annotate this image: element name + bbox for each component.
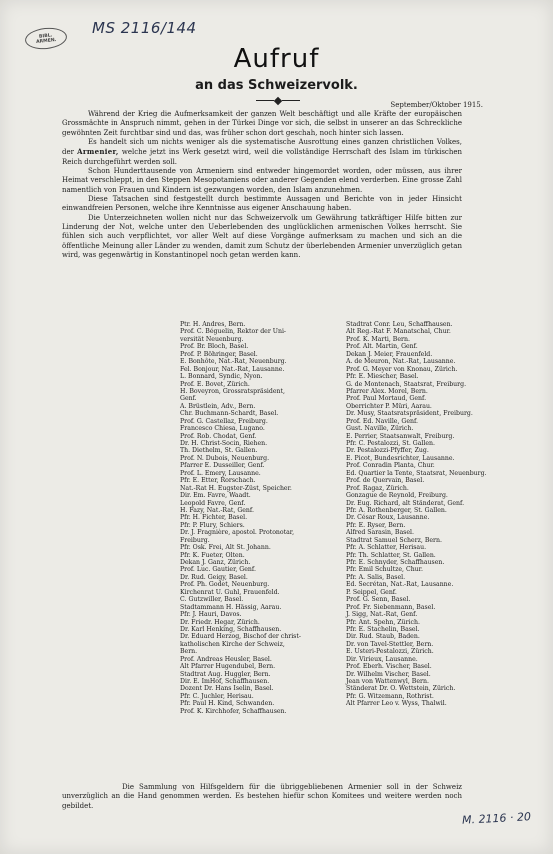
signatory-entry: Dr. Karl Henking, Schaffhausen. <box>180 625 282 633</box>
signatory-entry: E. Picot, Bundesrichter, Lausanne. <box>346 454 455 462</box>
signatory-entry: Prof. Rob. Chodat, Genf. <box>180 432 257 440</box>
signatory-entry: Dir. Em. Favre, Waadt. <box>180 492 251 500</box>
signatory-entry: Dr. Pestalozzi-Pfyffer, Zug. <box>346 447 429 455</box>
signatory-entry: Dr. César Roux, Lausanne. <box>346 514 430 522</box>
signatory-entry: Pfr. E. Schnyder, Schaffhausen. <box>346 559 445 566</box>
signatory-entry: Dr. Eug. Richard, alt Ständerat, Genf. <box>346 499 465 507</box>
appeal-body <box>62 110 462 261</box>
signatory-entry: Pfarrer Alex. Morel, Bern. <box>346 387 428 395</box>
signatory-entry: Prof. E. Bovet, Zürich. <box>180 380 250 388</box>
signatory-entry: P. Seippel, Genf. <box>346 588 397 596</box>
signatory-entry: Dr. Musy, Staatsratspräsident, Freiburg. <box>346 410 473 418</box>
signatory-entry: Dir. Virieux, Lausanne. <box>346 655 418 663</box>
signatory-entry: Gonzague de Reynold, Freiburg. <box>346 492 448 500</box>
signatory-entry: Ptr. H. Andres, Bern. <box>180 321 246 328</box>
signatory-entry: Pfr. Paul H. Kind, Schwanden. <box>180 700 275 708</box>
signatory-entry: Pfr. P. Flury, Schiers. <box>180 521 245 529</box>
signatory-entry: Pfr. C. Juchler, Herisau. <box>180 692 254 700</box>
signatory-entry: Pfr. C. Pestalozzi, St. Gallen. <box>346 440 436 447</box>
signatory-entry: Ed. Quartier la Tente, Staatsrat, Neuenburg. <box>346 469 487 477</box>
signatory-entry: L. Bonnard, Syndic, Nyon. <box>180 373 263 381</box>
signatory-entry: Prof. G. Senn, Basel. <box>346 596 411 604</box>
paragraph-4: Diese Tatsachen sind festgestellt durch bestimmte Aussagen und Berichte von in jeder Hinsicht einwandfreien Personen, welche ihre Kenntnisse aus eigener Anschauung haben. <box>62 195 462 213</box>
page-title: Aufruf <box>233 44 320 74</box>
signatory-entry: C. Gutzwiller, Basel. <box>180 596 244 604</box>
closing-paragraph: Die Sammlung von Hilfsgeldern für die übriggebliebenen Armenier soll in der Schweiz unverzüglich an die Hand genommen werden. Es bestehen hiefür schon Komitees und weitere werden noch gebildet. <box>62 783 462 810</box>
signatory-entry: Pfr. A. Rothenberger, St. Gallen. <box>346 506 447 514</box>
signatory-entry: H. Fazy, Nat.-Rat, Genf. <box>180 506 254 514</box>
signatory-entry: versität Neuenburg. <box>180 335 244 343</box>
signatory-entry: Chr. Buchmann-Schardt, Basel. <box>180 410 279 418</box>
signatory-entry: Dr. H. Christ-Socin, Riehen. <box>180 440 268 447</box>
closing-note <box>62 783 462 811</box>
signatory-entry: Prof. L. Emery, Lausanne. <box>180 469 261 477</box>
signatory-entry: Alfred Sarasin, Basel. <box>346 529 414 537</box>
signatory-entry: Freiburg. <box>180 536 210 544</box>
paragraph-1: Während der Krieg die Aufmerksamkeit der ganzen Welt beschäftigt und alle Kräfte der europäischen Grossmächte in Anspruch nimmt, gehen in der Türkei Dinge vor sich, die selbst in unserer an das Schreckliche gewöhnten Zeit furchtbar sind und das, was früher schon dort geschah, noch hinter sich lassen. <box>62 110 462 137</box>
signatory-entry: Jean von Wattenwyl, Bern. <box>346 678 429 685</box>
signatory-entry: Prof. Paul Mortaud, Genf. <box>346 395 427 403</box>
signatory-entry: Prof. C. Béguelin, Rektor der Uni- <box>180 328 287 336</box>
signatory-entry: Dir. Rud. Staub, Baden. <box>346 633 420 641</box>
signatory-entry: Prof. Ed. Naville, Genf. <box>346 417 419 425</box>
signatory-entry: Dozent Dr. Hans Iselin, Basel. <box>180 685 274 693</box>
signatory-entry: Dr. Eduard Herzog, Bischof der christ- <box>180 633 301 641</box>
signatory-entry: Pfr. E. Ryser, Bern. <box>346 521 406 529</box>
signatory-entry: Pfr. Ant. Spehn, Zürich. <box>346 618 420 626</box>
document-date: September/Oktober 1915. <box>390 101 483 109</box>
signatory-entry: Pfr. H. Fichter, Basel. <box>180 514 248 522</box>
signatory-entry: Prof. Eberh. Vischer, Basel. <box>346 663 432 671</box>
signatory-entry: Pfr. J. Hauri, Davos. <box>180 611 242 619</box>
signatory-entry: Gust. Naville, Zürich. <box>346 425 414 433</box>
signatory-entry: Pfr. A. Salis, Basel. <box>346 573 406 581</box>
signatory-entry: Pfr. E. Stachelin, Basel. <box>346 625 420 633</box>
signatory-entry: Dr. Rud. Geigy, Basel. <box>180 573 248 581</box>
signatory-entry: Pfr. K. Fueter, Olten. <box>180 551 245 559</box>
page-subtitle: an das Schweizervolk. <box>195 78 358 93</box>
signatory-entry: Pfr. Osk. Frei, Alt St. Johann. <box>180 544 271 552</box>
signatory-entry: Dr. J. Fragnière, apostol. Protonotar, <box>180 529 295 537</box>
signatory-entry: Dr. Friedr. Hegar, Zürich. <box>180 618 260 626</box>
signatory-entry: Dir. E. ImHof, Schaffhausen. <box>180 678 270 685</box>
signatory-entry: Ed. Secrétan, Nat.-Rat, Lausanne. <box>346 581 454 589</box>
signatory-entry: Prof. de Quervain, Basel. <box>346 477 425 485</box>
signatory-entry: Prof. Br. Bloch, Basel. <box>180 343 249 351</box>
signatory-entry: Dr. Wilhelm Vischer, Basel. <box>346 670 431 678</box>
signatory-entry: Prof. Ph. Godet, Neuenburg. <box>180 581 270 589</box>
signatory-entry: Francesco Chiesa, Lugano. <box>180 425 265 433</box>
signatories-right-column <box>346 321 487 708</box>
signatory-entry: Prof. P. Böhringer, Basel. <box>180 350 258 358</box>
signatory-entry: Prof. Andreas Heusler, Basel. <box>180 655 272 663</box>
signatory-entry: Pfr. A. Schlatter, Herisau. <box>346 544 427 552</box>
signatory-entry: Prof. K. Marti, Bern. <box>346 335 410 343</box>
signatory-entry: Fel. Bonjour, Nat.-Rat, Lausanne. <box>180 365 285 373</box>
signatory-entry: G. de Montenach, Staatsrat, Freiburg. <box>346 380 467 388</box>
signatory-entry: Prof. K. Kirchhofer, Schaffhausen. <box>180 707 287 715</box>
signatory-entry: Nat.-Rat H. Eugster-Züst, Speicher. <box>180 484 292 492</box>
signatory-entry: Alt Reg.-Rat F. Manatschal, Chur. <box>346 328 451 336</box>
paragraph-2: Es handelt sich um nichts weniger als die systematische Ausrottung eines ganzen christlichen Volkes, der Armenier, welche jetzt ins Werk gesetzt wird, weil die vollständige Herrschaft des Islam im türkischen Reich durchgeführt werden soll. <box>62 138 462 166</box>
signatory-entry: Prof. G. Castellaz, Freiburg. <box>180 417 268 425</box>
signatory-entry: Bern. <box>180 648 198 656</box>
stamp-line-2: ARMEN. <box>35 37 57 45</box>
signatory-entry: Prof. Alt. Martin, Genf. <box>346 343 418 351</box>
signatory-entry: Kirchenrat U. Guhl, Frauenfeld. <box>180 588 280 596</box>
signatory-entry: Stadtrat Samuel Scherz, Bern. <box>346 536 442 544</box>
signatory-entry: Prof. Fr. Siebenmann, Basel. <box>346 603 436 611</box>
signatory-entry: Oberrichter P. Müri, Aarau. <box>346 402 432 410</box>
signatories-left-column <box>180 321 301 715</box>
signatory-entry: Prof. Luc. Gautier, Genf. <box>180 566 256 574</box>
signatory-entry: Alt Pfarrer Hugendubel, Bern. <box>180 663 276 671</box>
signatory-entry: katholischen Kirche der Schweiz, <box>180 640 285 648</box>
title-ornament <box>256 99 300 102</box>
paragraph-5: Die Unterzeichneten wollen nicht nur das Schweizervolk um Gewährung tatkräftiger Hilfe bitten zur Linderung der Not, welche unter den Ueberlebenden des unglücklichen armenischen Volkes herrscht. Sie fühlen sich auch verpflichtet, vor aller Welt auf diese Vorgänge aufmerksam zu machen und sich an die öffentliche Meinung aller Länder zu wenden, damit zum Schutz der überlebenden Armenier unverzüglich getan wird, was gegenwärtig in Konstantinopel noch getan werden kann. <box>62 213 462 260</box>
signatory-entry: Prof. Conradin Planta, Chur. <box>346 462 435 470</box>
signatory-entry: J. Sigg, Nat.-Rat, Genf. <box>346 611 418 619</box>
signatory-entry: E. Usteri-Pestalozzi, Zürich. <box>346 648 434 656</box>
stamp-line-1: BIBL. <box>38 32 53 40</box>
signatory-entry: Alt Pfarrer Leo v. Wyss, Thalwil. <box>346 700 447 708</box>
paragraph-3: Schon Hunderttausende von Armeniern sind entweder hingemordet worden, oder müssen, aus ihrer Heimat verschleppt, in den Steppen Mesopotamiens oder anderer Gegenden elend verderben. Eine grosse Zahl namentlich von Frauen und Kindern ist gezwungen worden, den Islam anzunehmen. <box>62 167 462 194</box>
signatory-entry: E. Perrier, Staatsanwalt, Freiburg. <box>346 432 455 440</box>
signatory-entry: Pfr. E. Etter, Rorschach. <box>180 477 256 485</box>
signatory-entry: Pfr. G. Witzemann, Rothrist. <box>346 692 434 700</box>
signatory-entry: Genf. <box>180 395 197 403</box>
signatory-entry: H. Boveyron, Grossratspräsident, <box>180 387 285 395</box>
signatory-entry: Stadtammann H. Hässig, Aarau. <box>180 603 282 611</box>
signatory-entry: Dr. von Tavel-Stettler, Bern. <box>346 640 434 648</box>
signatory-entry: Ständerat Dr. O. Wettstein, Zürich. <box>346 685 456 693</box>
signatory-entry: Prof. N. Dubois, Neuenburg. <box>180 454 270 462</box>
signatory-entry: A. Brüstlein, Adv., Bern. <box>180 402 256 410</box>
signatory-entry: Leopold Favre, Genf. <box>180 499 246 507</box>
signatory-entry: Pfr. E. Miescher, Basel. <box>346 373 419 381</box>
signatory-entry: Stadtrat Aug. Huggler, Bern. <box>180 670 271 678</box>
signatory-entry: Prof. Ragaz, Zürich. <box>346 484 409 492</box>
signatory-entry: Dekan J. Meier, Frauenfeld. <box>346 350 433 358</box>
signatory-entry: Stadtrat Conr. Leu, Schaffhausen. <box>346 321 453 328</box>
signatory-entry: Pfr. Emil Schultze, Chur. <box>346 566 423 574</box>
handwritten-shelfmark: MS 2116/144 <box>92 19 197 37</box>
signatory-entry: Dekan J. Ganz, Zürich. <box>180 559 251 566</box>
signatory-entry: Prof. G. Meyer von Knonau, Zürich. <box>346 365 458 373</box>
signatory-entry: Pfr. Th. Schlatter, St. Gallen. <box>346 551 436 559</box>
signatory-entry: E. Bonhôte, Nat.-Rat, Neuenburg. <box>180 358 287 366</box>
signatory-entry: Th. Diethelm, St. Gallen. <box>180 447 258 455</box>
handwritten-archive-number: M. 2116 · 20 <box>461 810 532 827</box>
signatory-entry: Pfarrer E. Dusseiller, Genf. <box>180 462 265 470</box>
armenier-emphasis: Armenier, <box>77 147 119 157</box>
signatory-entry: A. de Meuron, Nat.-Rat, Lausanne. <box>346 358 456 366</box>
